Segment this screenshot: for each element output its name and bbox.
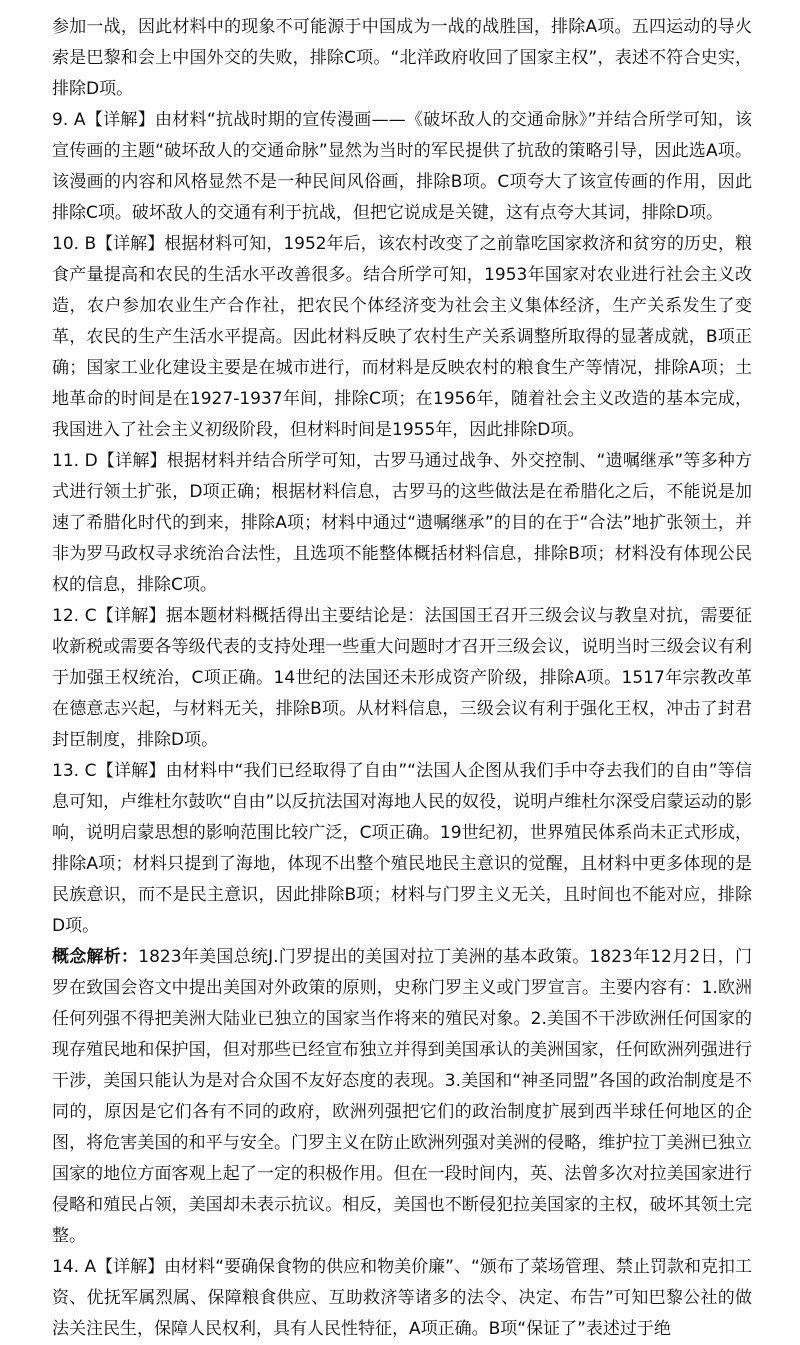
paragraph-answer-12 xyxy=(52,601,752,756)
answer-number: 13. C xyxy=(52,761,97,781)
paragraph-answer-13 xyxy=(52,756,752,942)
paragraph-answer-9 xyxy=(52,105,752,229)
paragraph-answer-10 xyxy=(52,229,752,446)
paragraph-text: 参加一战，因此材料中的现象不可能源于中国成为一战的战胜国，排除A项。五四运动的导火索是巴黎和会上中国外交的失败，排除C项。“北洋政府收回了国家主权”，表述不符合史实，排除D项。 xyxy=(52,17,752,99)
paragraph-text: 由材料中“我们已经取得了自由”“法国人企图从我们手中夺去我们的自由”等信息可知，卢维杜尔鼓吹“自由”以反抗法国对海地人民的奴役，说明卢维杜尔深受启蒙运动的影响，说明启蒙思想的影响范围比较广泛，C项正确。19世纪初，世界殖民体系尚未正式形成，排除A项；材料只提到了海地，体现不出整个殖民地民主意识的觉醒，且材料中更多体现的是民族意识，而不是民主意识，因此排除B项；材料与门罗主义无关，且时间也不能对应，排除D项。 xyxy=(52,761,753,936)
detail-tag: 【详解】 xyxy=(96,761,166,781)
paragraph-text: 由材料“要确保食物的供应和物美价廉”、“颁布了菜场管理、禁止罚款和克扣工资、优抚军属烈属、保障粮食供应、互助救济等诸多的法令、决定、布告”可知巴黎公社的做法关注民生，保障人民权利，具有人民性特征，A项正确。B项“保证了”表述过于绝 xyxy=(52,1257,753,1339)
detail-tag: 【详解】 xyxy=(97,451,167,471)
answer-explanation-page xyxy=(52,12,752,1345)
answer-number: 14. A xyxy=(52,1257,97,1277)
detail-tag: 【详解】 xyxy=(96,606,166,626)
concept-label: 概念解析： xyxy=(52,947,139,967)
answer-number: 12. C xyxy=(52,606,97,626)
paragraph-text: 由材料“抗战时期的宣传漫画——《破坏敌人的交通命脉》”并结合所学可知，该宣传画的主题“破坏敌人的交通命脉”显然为当时的军民提供了抗敌的策略引导，因此选A项。该漫画的内容和风格显然不是一种民间风俗画，排除B项。C项夸大了该宣传画的作用，因此排除C项。破坏敌人的交通有利于抗战，但把它说成是关键，这有点夸大其词，排除D项。 xyxy=(52,110,752,223)
detail-tag: 【详解】 xyxy=(85,110,155,130)
answer-number: 11. D xyxy=(52,451,98,471)
paragraph-answer-14 xyxy=(52,1252,752,1345)
answer-number: 10. B xyxy=(52,234,97,254)
paragraph-answer-11 xyxy=(52,446,752,601)
detail-tag: 【详解】 xyxy=(96,234,165,254)
paragraph-text: 根据材料并结合所学可知，古罗马通过战争、外交控制、“遗嘱继承”等多种方式进行领土扩张，D项正确；根据材料信息，古罗马的这些做法是在希腊化之后，不能说是加速了希腊化时代的到来，排除A项；材料中通过“遗嘱继承”的目的在于“合法”地扩张领土，并非为罗马政权寻求统治合法性，且选项不能整体概括材料信息，排除B项；材料没有体现公民权的信息，排除C项。 xyxy=(52,451,752,595)
paragraph-continued-answer-8 xyxy=(52,12,752,105)
paragraph-text: 1823年美国总统J.门罗提出的美国对拉丁美洲的基本政策。1823年12月2日，门罗在致国会咨文中提出美国对外政策的原则，史称门罗主义或门罗宣言。主要内容有：1.欧洲任何列强不得把美洲大陆业已独立的国家当作将来的殖民对象。2.美国不干涉欧洲任何国家的现存殖民地和保护国，但对那些已经宣布独立并得到美国承认的美洲国家，任何欧洲列强进行干涉，美国只能认为是对合众国不友好态度的表现。3.美国和“神圣同盟”各国的政治制度是不同的，原因是它们各有不同的政府，欧洲列强把它们的政治制度扩展到西半球任何地区的企图，将危害美国的和平与安全。门罗主义在防止欧洲列强对美洲的侵略，维护拉丁美洲已独立国家的地位方面客观上起了一定的积极作用。但在一段时间内，英、法曾多次对拉美国家进行侵略和殖民占领，美国却未表示抗议。相反，美国也不断侵犯拉美国家的主权，破坏其领土完整。 xyxy=(52,947,752,1246)
paragraph-text: 据本题材料概括得出主要结论是：法国国王召开三级会议与教皇对抗，需要征收新税或需要各等级代表的支持处理一些重大问题时才召开三级会议，说明当时三级会议有利于加强王权统治，C项正确。14世纪的法国还未形成资产阶级，排除A项。1517年宗教改革在德意志兴起，与材料无关，排除B项。从材料信息，三级会议有利于强化王权，冲击了封君封臣制度，排除D项。 xyxy=(52,606,753,750)
answer-number: 9. A xyxy=(52,110,86,130)
paragraph-text: 根据材料可知，1952年后，该农村改变了之前靠吃国家救济和贫穷的历史，粮食产量提高和农民的生活水平改善很多。结合所学可知，1953年国家对农业进行社会主义改造，农户参加农业生产合作社，把农民个体经济变为社会主义集体经济，生产关系发生了变革，农民的生产生活水平提高。因此材料反映了农村生产关系调整所取得的显著成就，B项正确；国家工业化建设主要是在城市进行，而材料是反映农村的粮食生产等情况，排除A项；土地革命的时间是在1927-1937年间，排除C项；在1956年，随着社会主义改造的基本完成，我国进入了社会主义初级阶段，但材料时间是1955年，因此排除D项。 xyxy=(52,234,753,440)
paragraph-concept-explanation xyxy=(52,942,752,1252)
detail-tag: 【详解】 xyxy=(96,1257,165,1277)
